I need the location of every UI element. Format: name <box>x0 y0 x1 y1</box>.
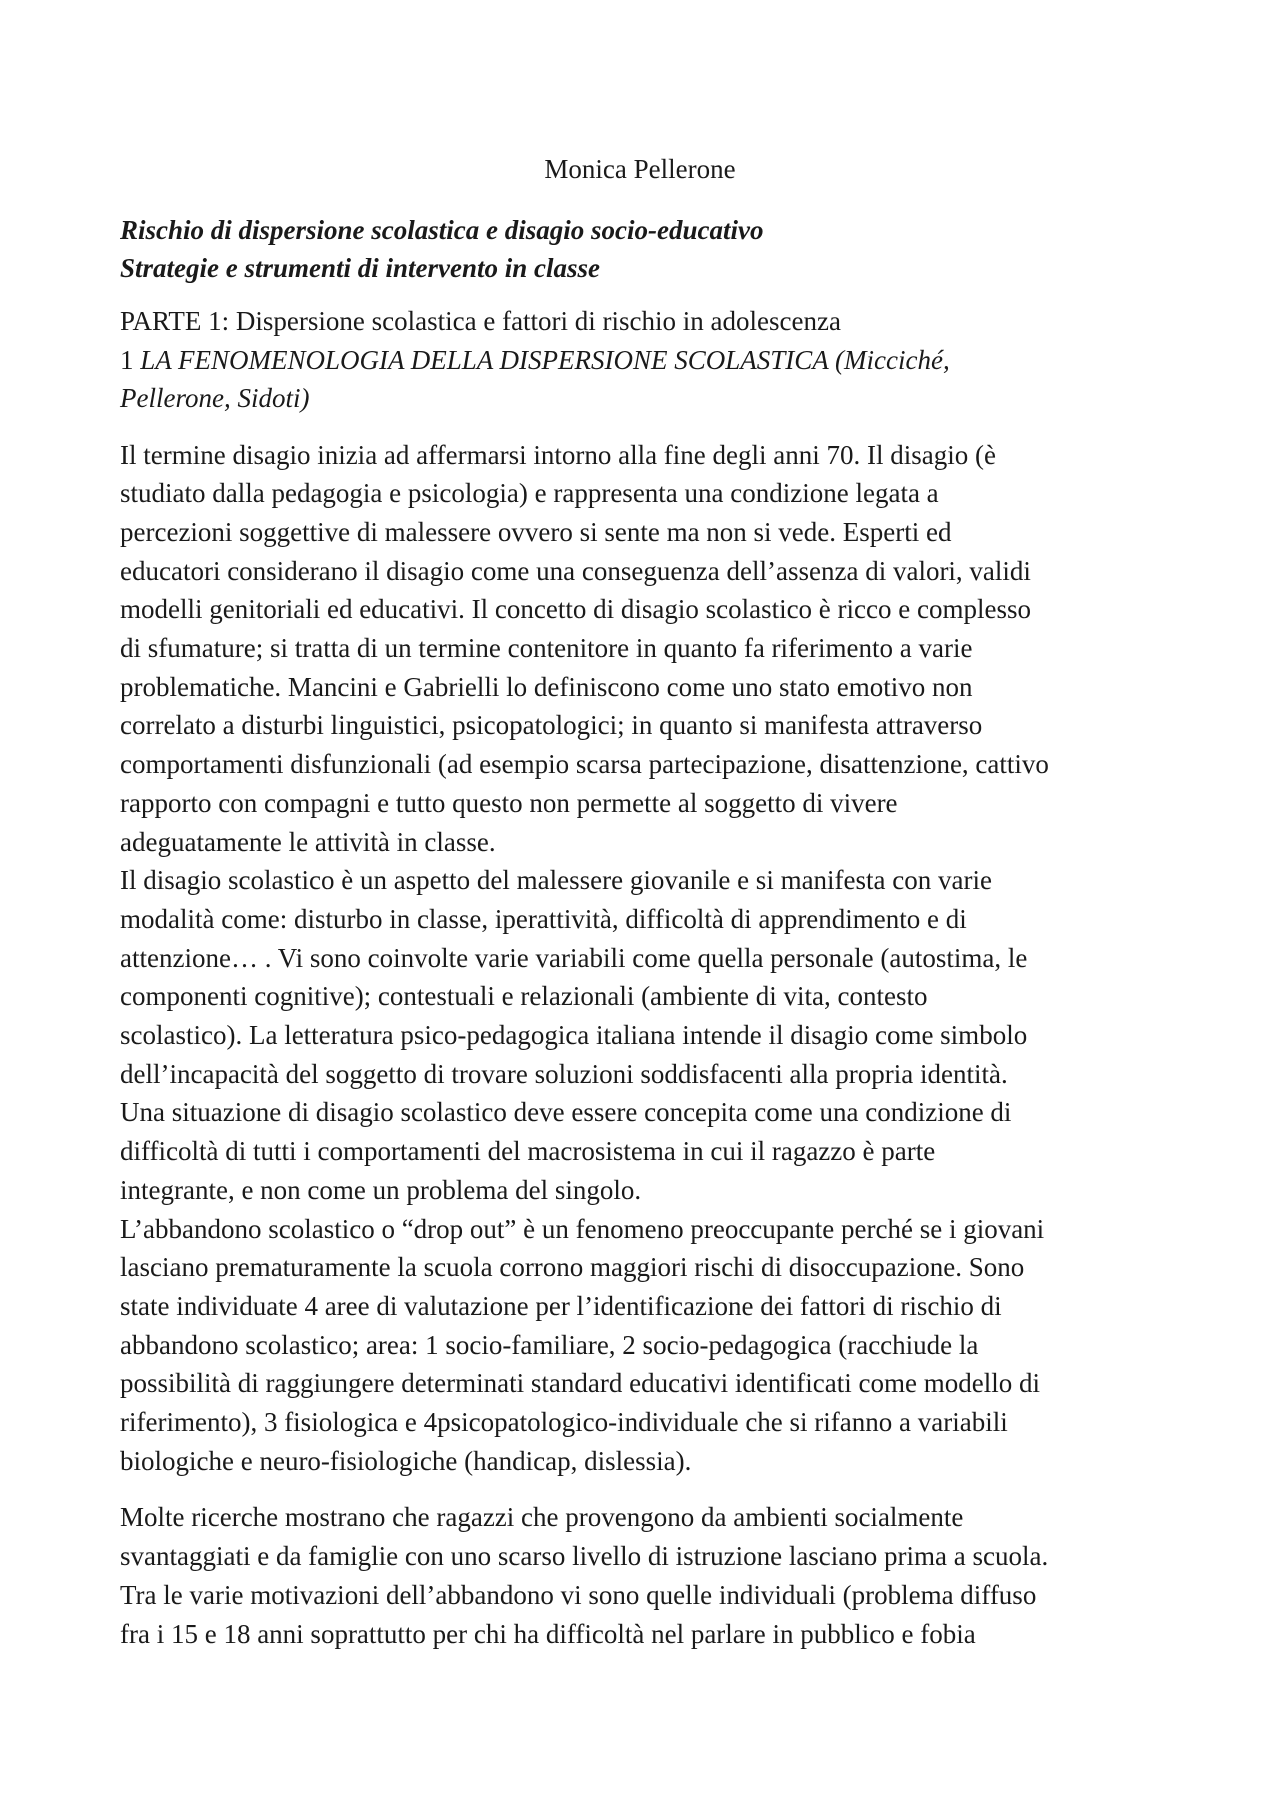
paragraph-line: componenti cognitive); contestuali e relazionali (ambiente di vita, contesto <box>120 981 928 1012</box>
chapter-authors-first: (Micciché, <box>828 344 950 375</box>
paragraph-line: abbandono scolastico; area: 1 socio-familiare, 2 socio-pedagogica (racchiude la <box>120 1329 979 1360</box>
paragraph-line: scolastico). La letteratura psico-pedagogica italiana intende il disagio come simbolo <box>120 1020 1028 1051</box>
paragraph-line: studiato dalla pedagogia e psicologia) e rappresenta una condizione legata a <box>120 478 939 509</box>
paragraph-line: modelli genitoriali ed educativi. Il concetto di disagio scolastico è ricco e complesso <box>120 594 1031 625</box>
paragraph-line: percezioni soggettive di malessere ovvero si sente ma non si vede. Esperti ed <box>120 516 952 547</box>
paragraph-line: difficoltà di tutti i comportamenti del macrosistema in cui il ragazzo è parte <box>120 1136 936 1167</box>
paragraph-line: rapporto con compagni e tutto questo non permette al soggetto di vivere <box>120 787 898 818</box>
paragraph-line: attenzione… . Vi sono coinvolte varie variabili come quella personale (autostima, le <box>120 942 1028 973</box>
document-title: Rischio di dispersione scolastica e disagio socio-educativo <box>120 215 764 245</box>
document-subtitle: Strategie e strumenti di intervento in classe <box>120 253 601 283</box>
paragraph-line: biologiche e neuro-fisiologiche (handicap, dislessia). <box>120 1445 692 1476</box>
paragraph-line: adeguatamente le attività in classe. <box>120 826 496 857</box>
paragraph-line: educatori considerano il disagio come una conseguenza dell’assenza di valori, validi <box>120 555 1031 586</box>
paragraph-line: L’abbandono scolastico o “drop out” è un fenomeno preoccupante perché se i giovani <box>120 1213 1045 1244</box>
paragraph <box>120 861 1170 1209</box>
paragraph-line: Il termine disagio inizia ad affermarsi intorno alla fine degli anni 70. Il disagio (è <box>120 439 996 470</box>
paragraph <box>120 1210 1170 1481</box>
paragraph-line: Il disagio scolastico è un aspetto del malessere giovanile e si manifesta con varie <box>120 865 992 896</box>
paragraph-line: di sfumature; si tratta di un termine contenitore in quanto fa riferimento a varie <box>120 633 973 664</box>
paragraph-line: Molte ricerche mostrano che ragazzi che provengono da ambienti socialmente <box>120 1502 964 1533</box>
paragraph <box>120 1498 1170 1653</box>
paragraph-line: comportamenti disfunzionali (ad esempio scarsa partecipazione, disattenzione, cattivo <box>120 749 1049 780</box>
chapter-heading-line <box>120 341 1170 380</box>
paragraph-line: possibilità di raggiungere determinati standard educativi identificati come modello di <box>120 1368 1040 1399</box>
author-name: Monica Pellerone <box>544 154 736 184</box>
paragraph-line: Tra le varie motivazioni dell’abbandono vi sono quelle individuali (problema diffuso <box>120 1579 1037 1610</box>
paragraph-line: fra i 15 e 18 anni soprattutto per chi ha difficoltà nel parlare in pubblico e fobia <box>120 1618 976 1649</box>
chapter-authors-second: Pellerone, Sidoti) <box>120 383 310 413</box>
paragraph-line: problematiche. Mancini e Gabrielli lo definiscono come uno stato emotivo non <box>120 671 973 702</box>
paragraph-line: lasciano prematuramente la scuola corrono maggiori rischi di disoccupazione. Sono <box>120 1252 1025 1283</box>
paragraph-line: riferimento), 3 fisiologica e 4psicopatologico-individuale che si rifanno a variabili <box>120 1407 1008 1438</box>
paragraph-line: dell’incapacità del soggetto di trovare soluzioni soddisfacenti alla propria identità. <box>120 1058 1008 1089</box>
part-label: PARTE 1: Dispersione scolastica e fattori di rischio in adolescenza <box>120 306 841 336</box>
paragraph-line: integrante, e non come un problema del singolo. <box>120 1174 642 1205</box>
document-body <box>120 211 1170 1653</box>
chapter-title: LA FENOMENOLOGIA DELLA DISPERSIONE SCOLASTICA <box>140 344 829 375</box>
paragraph-line: state individuate 4 aree di valutazione per l’identificazione dei fattori di rischio di <box>120 1290 1002 1321</box>
paragraph-line: svantaggiati e da famiglie con uno scarso livello di istruzione lasciano prima a scuola. <box>120 1541 1049 1572</box>
paragraph <box>120 436 1170 862</box>
part-heading <box>120 302 1170 418</box>
paragraph-line: modalità come: disturbo in classe, iperattività, difficoltà di apprendimento e di <box>120 903 967 934</box>
paragraph-line: correlato a disturbi linguistici, psicopatologici; in quanto si manifesta attraverso <box>120 710 983 741</box>
chapter-number: 1 <box>120 344 141 375</box>
paragraph-line: Una situazione di disagio scolastico deve essere concepita come una condizione di <box>120 1097 1012 1128</box>
